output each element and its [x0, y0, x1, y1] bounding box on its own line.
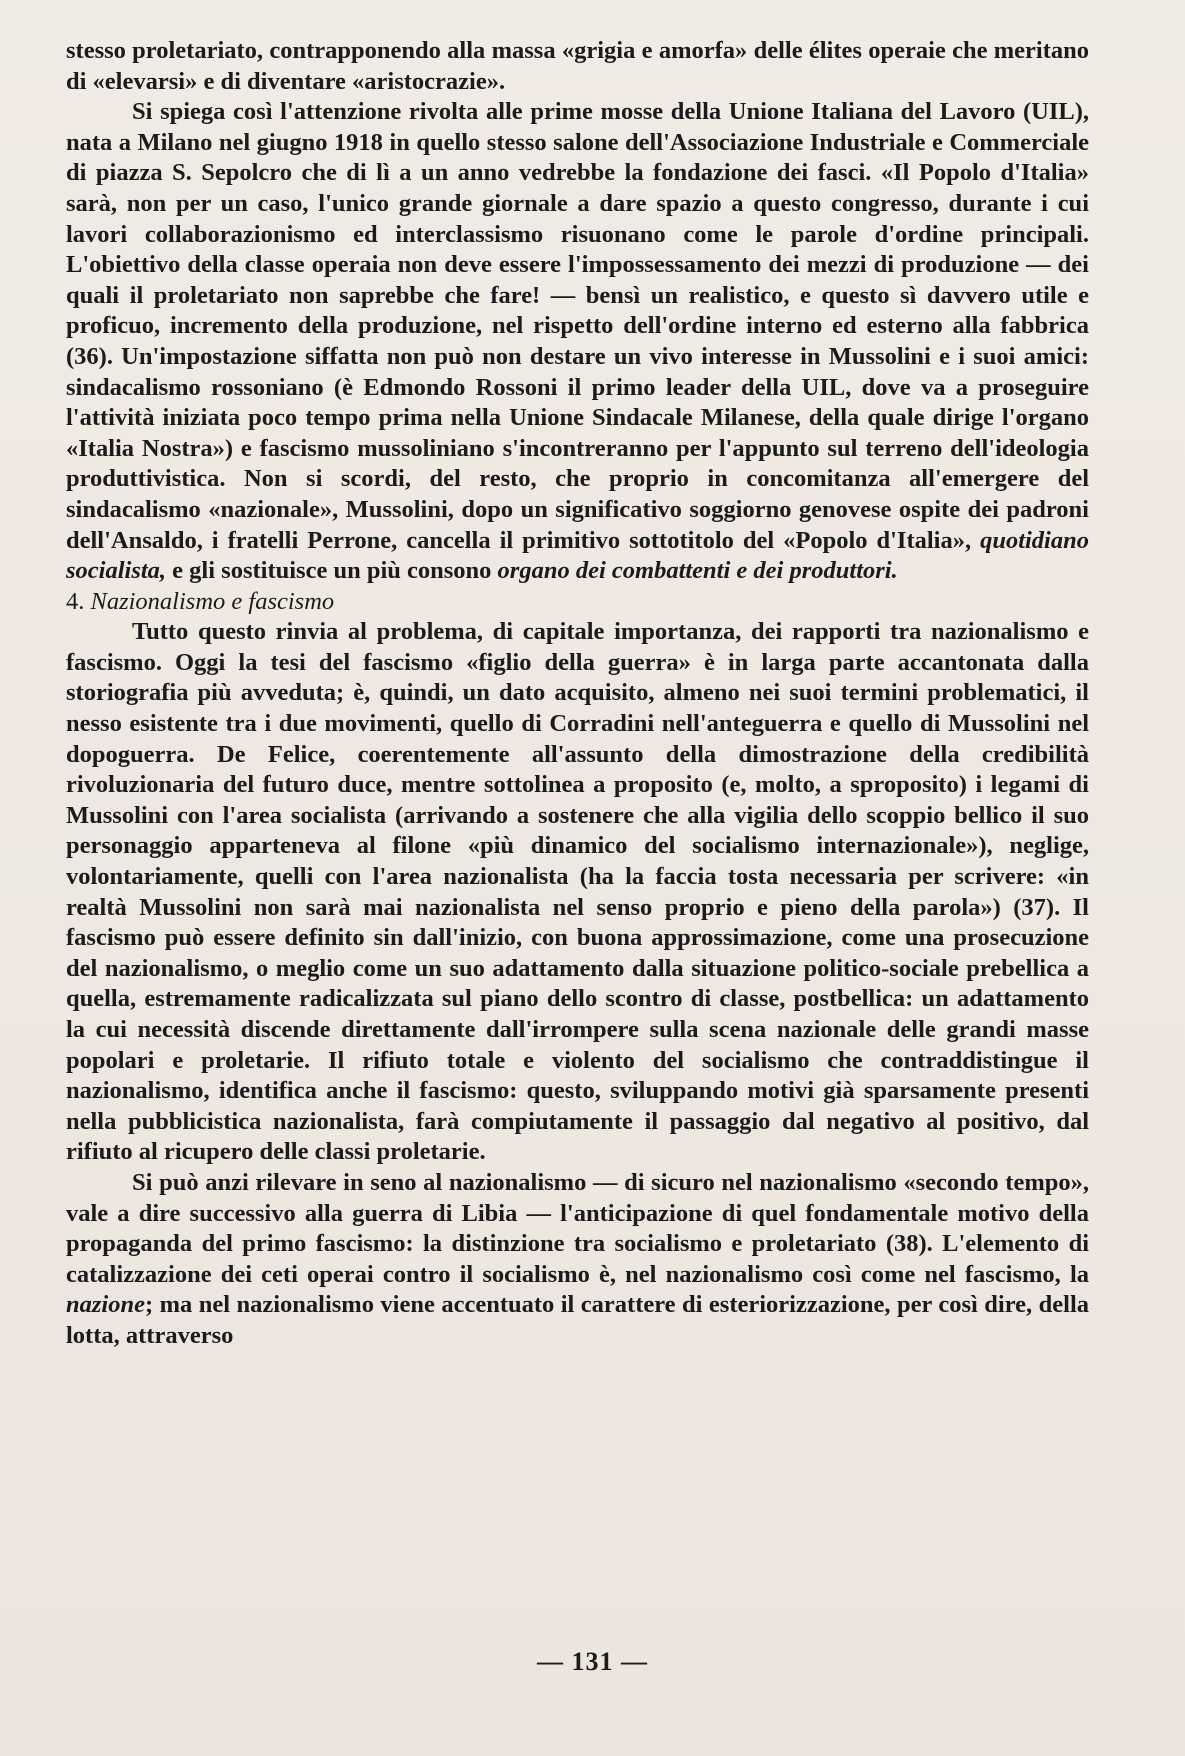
body-text: [66, 36, 1089, 1352]
paragraph-text: Si può anzi rilevare in seno al nazionalismo — di sicuro nel nazionalismo «secondo tempo», vale a dire successivo alla guerra di Libia — l'anticipazione di quel fondamentale motivo della propaganda del primo fascismo: la distinzione tra socialismo e proletariato (38). L'elemento di catalizzazione dei ceti operai contro il socialismo è, nel nazionalismo così come nel fascismo, la: [66, 1168, 1089, 1288]
italic-phrase: quotidiano socialista,: [66, 526, 1089, 585]
page-number: — 131 —: [537, 1647, 648, 1676]
paragraph-text: Si spiega così l'attenzione rivolta alle prime mosse della Unione Italiana del Lavoro (UIL), nata a Milano nel giugno 1918 in quello stesso salone dell'Associazione Industriale e Commerciale di piazza S. Sepolcro che di lì a un anno vedrebbe la fondazione dei fasci. «Il Popolo d'Italia» sarà, non per un caso, l'unico grande giornale a dare spazio a questo congresso, durante i cui lavori collaborazionismo ed interclassismo risuonano come le parole d'ordine principali. L'obiettivo della classe operaia non deve essere l'impossessamento dei mezzi di produzione — dei quali il proletariato non saprebbe che fare! — bensì un realistico, e questo sì davvero utile e proficuo, incremento della produzione, nel rispetto dell'ordine interno ed esterno alla fabbrica (36). Un'impostazione siffatta non può non destare un vivo interesse in Mussolini e i suoi amici: sindacalismo rossoniano (è Edmondo Rossoni il primo leader della UIL, dove va a proseguire l'attività iniziata poco tempo prima nella Unione Sindacale Milanese, della quale dirige l'organo «Italia Nostra») e fascismo mussoliniano s'incontreranno per l'appunto sul terreno dell'ideologia produttivistica. Non si scordi, del resto, che proprio in concomitanza all'emergere del sindacalismo «nazionale», Mussolini, dopo un significativo soggiorno genovese ospite dei padroni dell'Ansaldo, i fratelli Perrone, cancella il primitivo sottotitolo del «Popolo d'Italia»,: [66, 98, 1089, 554]
paragraph-uil: [66, 97, 1089, 587]
section-heading: [66, 587, 1089, 618]
paragraph-text: e gli sostituisce un più consono: [166, 557, 498, 585]
paragraph-text: Tutto questo rinvia al problema, di capitale importanza, dei rapporti tra nazionalismo e fascismo. Oggi la tesi del fascismo «figlio della guerra» è in larga parte accantonata dalla storiografia più avveduta; è, quindi, un dato acquisito, almeno nei suoi termini problematici, il nesso esistente tra i due movimenti, quello di Corradini nell'anteguerra e quello di Mussolini nel dopoguerra. De Felice, coerentemente all'assunto della dimostrazione della credibilità rivoluzionaria del futuro duce, mentre sottolinea a proposito (e, molto, a sproposito) i legami di Mussolini con l'area socialista (arrivando a sostenere che alla vigilia dello scoppio bellico il suo personaggio apparteneva al filone «più dinamico del socialismo internazionale»), neglige, volontariamente, quelli con l'area nazionalista (ha la faccia tosta necessaria per scrivere: «in realtà Mussolini non sarà mai nazionalista nel senso proprio e pieno della parola») (37). Il fascismo può essere definito sin dall'inizio, con buona approssimazione, come una prosecuzione del nazionalismo, o meglio come un suo adattamento dalla situazione politico-sociale prebellica a quella, estremamente radicalizzata sul piano dello scontro di classe, postbellica: un adattamento la cui necessità discende direttamente dall'irrompere sulla scena nazionale delle grandi masse popolari e proletarie. Il rifiuto totale e violento del socialismo che contraddistingue il nazionalismo, identifica anche il fascismo: questo, sviluppando motivi già sparsamente presenti nella pubblicistica nazionalista, farà compiutamente il passaggio dal negativo al positivo, dal rifiuto al ricupero delle classi proletarie.: [66, 618, 1089, 1166]
section-title: Nazionalismo e fascismo: [90, 587, 335, 615]
paragraph-continuation: [66, 36, 1089, 97]
italic-word: nazione: [66, 1291, 145, 1319]
paragraph-proletariato: [66, 1168, 1089, 1352]
paragraph-text: stesso proletariato, contrapponendo alla massa «grigia e amorfa» delle élites operaie che meritano di «elevarsi» e di diventare «aristocrazie».: [66, 37, 1089, 95]
paragraph-nazionalismo: [66, 617, 1089, 1168]
section-number: 4.: [66, 587, 91, 615]
paragraph-text: ; ma nel nazionalismo viene accentuato il carattere di esteriorizzazione, per così dire, della lotta, attraverso: [66, 1291, 1089, 1349]
italic-phrase: organo dei combattenti e dei produttori.: [497, 557, 898, 585]
